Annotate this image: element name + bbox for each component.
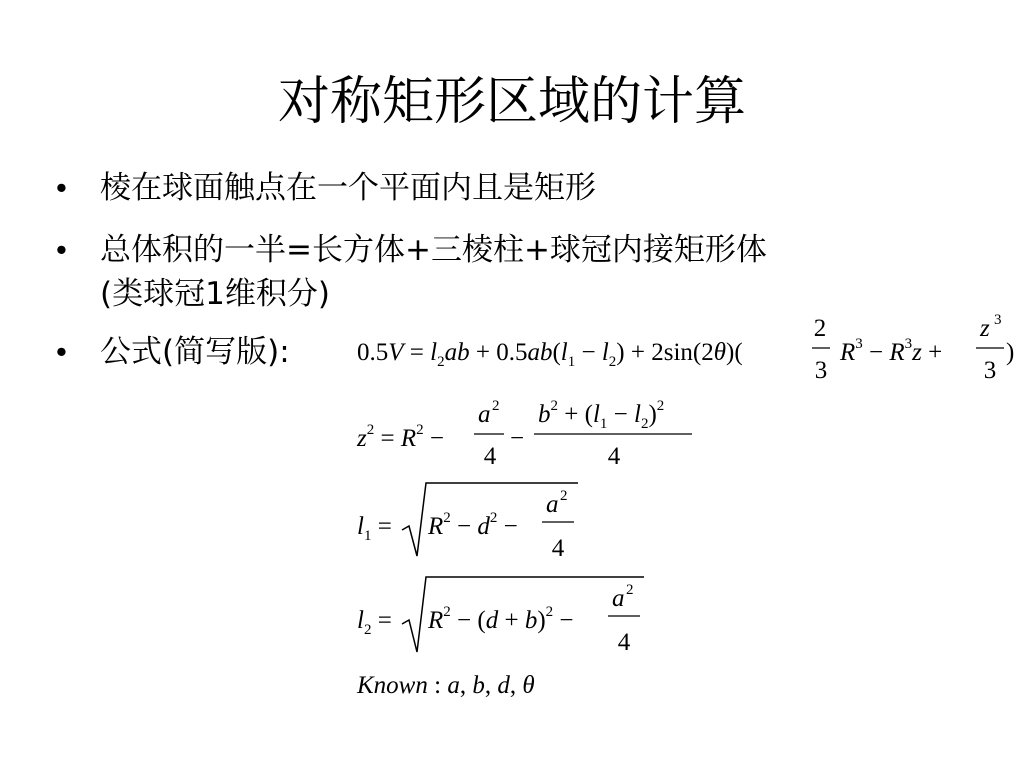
svg-text:a: a: [612, 585, 625, 612]
svg-text:0.5V = l2ab + 0.5ab(l1 − l2) +: $0.5V = l_2ab + 0.5ab(l_1 - l_2) + 2\sin(2\theta)$(: [357, 339, 743, 370]
formula-volume: [357, 312, 1014, 384]
svg-text:R2 − (d + b)2 −: $R^2 - (d + b)^2$ −: [428, 604, 574, 634]
bullet-text: 公式(简写版):: [100, 334, 290, 370]
svg-text:l2 =: $l_2$ =: [357, 607, 392, 638]
svg-text:): ): [1006, 339, 1015, 366]
svg-text:2: 2: [626, 582, 634, 598]
svg-text:a: a: [546, 491, 559, 518]
svg-text:R2 − d2 −: $R^2 - d^2$ −: [428, 510, 518, 540]
svg-text:4: 4: [551, 535, 565, 562]
svg-text:−: −: [510, 425, 525, 452]
svg-text:l1 =: $l_1$ =: [357, 513, 392, 544]
slide-title: 对称矩形区域的计算: [277, 72, 746, 132]
svg-text:4: 4: [483, 443, 497, 470]
formula-l2: [357, 577, 644, 656]
bullet-dot: •: [56, 170, 67, 205]
svg-text:z2 = R2 −: $z^2 = R^2$ −: [357, 422, 444, 452]
svg-text:3: 3: [994, 312, 1002, 328]
svg-text:4: 4: [617, 629, 631, 656]
svg-text:3: 3: [814, 357, 828, 384]
bullet-dot: •: [56, 334, 67, 369]
formula-known: [356, 672, 535, 699]
svg-text:3: 3: [983, 357, 997, 384]
bullet-dot: •: [56, 232, 67, 267]
svg-text:2: 2: [492, 398, 500, 414]
svg-text:b2 + (l1 − l2)2: $b^2 + (l_1 - l_2)^2$: [538, 398, 665, 432]
formula-z-squared: [356, 398, 692, 470]
svg-text:a: a: [478, 401, 491, 428]
bullet-text: 总体积的一半=长方体+三棱柱+球冠内接矩形体: [100, 232, 767, 268]
svg-text:R3 − R3z +: $R^3 - R^3z$ +: [840, 336, 943, 366]
svg-text:z: z: [980, 315, 990, 342]
svg-text:2: 2: [813, 315, 827, 342]
bullet-text-continued: (类球冠1维积分): [100, 276, 330, 312]
svg-text:4: 4: [607, 443, 621, 470]
svg-text:2: 2: [560, 488, 568, 504]
formula-l1: [357, 483, 578, 562]
bullet-text: 棱在球面触点在一个平面内且是矩形: [100, 170, 596, 206]
svg-text:Known : a, b, d, θ: Known : a, b, d, θ: [357, 672, 535, 699]
